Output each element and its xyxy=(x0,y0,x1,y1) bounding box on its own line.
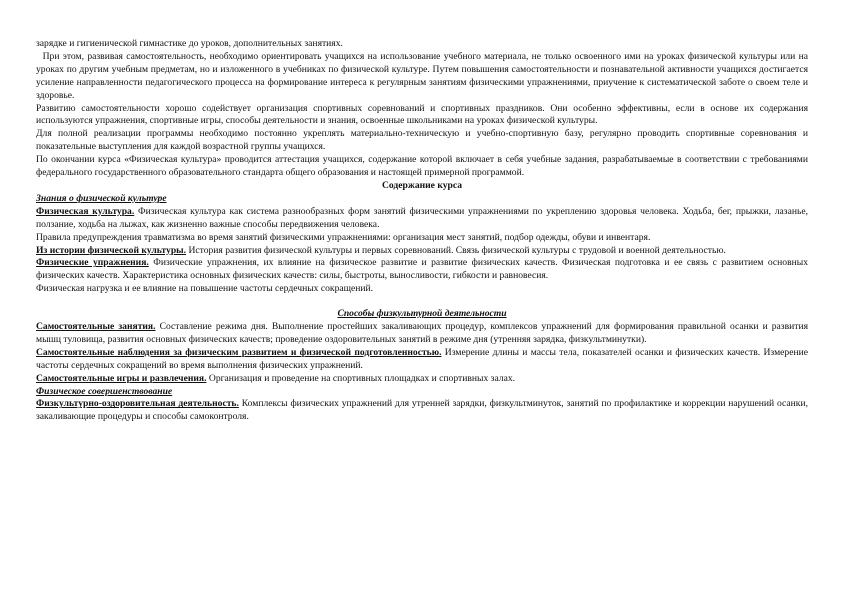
intro-paragraph-4: Для полной реализации программы необходимо постоянно укреплять материально-техническую и учебно-спортивную базу, регулярно проводить спортивные соревнования и показательные выступления для каждой возрастной группы учащихся. xyxy=(36,128,808,153)
observation-term: Самостоятельные наблюдения за физическим развитием и физической подготовленностью. xyxy=(36,346,442,358)
health-term: Физкультурно-оздоровительная деятельность. xyxy=(36,398,239,410)
health-paragraph xyxy=(36,398,808,424)
history-paragraph xyxy=(36,245,808,258)
independent-term: Самостоятельные занятия. xyxy=(36,321,156,333)
intro-paragraph-3: Развитию самостоятельности хорошо содействует организация спортивных соревнований и спортивных праздников. Они особенно эффективны, если в основе их содержания используются упражнения, спортивные игры, способы деятельности и знания, освоенные школьниками на уроках физической культуры. xyxy=(36,102,808,127)
history-text: История развития физической культуры и первых соревнований. Связь физической культуры с трудовой и военной деятельностью. xyxy=(188,244,726,256)
health-text: Комплексы физических упражнений для утренней зарядки, физкультминуток, занятий по профилактике и коррекции нарушений осанки, закаливающие процедуры и способы самоконтроля. xyxy=(36,398,808,423)
games-term: Самостоятельные игры и развлечения. xyxy=(36,372,207,384)
history-term: Из истории физической культуры. xyxy=(36,244,187,256)
phys-culture-term: Физическая культура. xyxy=(36,205,135,217)
games-paragraph xyxy=(36,373,808,386)
course-content-heading: Содержание курса xyxy=(381,179,463,191)
independent-text: Составление режима дня. Выполнение простейших закаливающих процедур, комплексов упражнений для формирования правильной осанки и развития мышц туловища, развития основных физических качеств; проведение оздоровительных занятий в режиме дня (утренняя зарядка, физкультминутки). xyxy=(36,321,808,345)
intro-paragraph-5: По окончании курса «Физическая культура» проводится аттестация учащихся, содержание которой включает в себя учебные задания, разрабатываемые в соответствии с требованиями федерального государственного образовательного стандарта общего образования и настоящей примерной программой. xyxy=(36,154,808,179)
independent-paragraph xyxy=(36,321,808,347)
exercises-text: Физические упражнения, их влияние на физическое развитие и развитие физических качеств. Физическая подготовка и ее связь с развитием основных физических качеств. Характеристика основных физических качеств: силы, быстроты, выносливости, гибкости и равновесия. xyxy=(36,257,809,282)
safety-paragraph: Правила предупреждения травматизма во время занятий физическими упражнениями: организация мест занятий, подбор одежды, обуви и инвентаря. xyxy=(36,231,651,243)
intro-paragraph-2-text: При этом, развивая самостоятельность, необходимо ориентировать учащихся на использование учебного материала, не только освоенного ими на уроках физической культуры или на уроках по другим учебным предметам, но и изложенного в учебниках по физической культуре. Путем повышения самостоятельности и познавательной активности учащихся достигается усиление направленности педагогического процесса на формирование интереса к регулярным занятиям физическими упражнениями, приучение к систематической заботе о своем теле и здоровье. xyxy=(36,50,808,101)
exercises-term: Физические упражнения. xyxy=(36,257,149,269)
improvement-subtitle: Физическое совершенствование xyxy=(36,385,173,397)
games-text: Организация и проведение на спортивных площадках и спортивных залах. xyxy=(208,372,516,384)
section-gap xyxy=(36,296,808,308)
phys-culture-text: Физическая культура как система разнообразных форм занятий физическими упражнениями по укреплению здоровья человека. Ходьба, бег, прыжки, лазанье, ползание, ходьба на лыжах, как жизненно важные способы передвижения человека. xyxy=(36,205,809,230)
intro-paragraph-1: зарядке и гигиенической гимнастике до уроков, дополнительных занятиях. xyxy=(36,38,343,49)
intro-paragraph-2 xyxy=(36,51,808,103)
knowledge-subtitle: Знания о физической культуре xyxy=(36,192,167,204)
document-page xyxy=(36,38,808,424)
load-paragraph: Физическая нагрузка и ее влияние на повышение частоты сердечных сокращений. xyxy=(36,283,374,295)
exercises-paragraph xyxy=(36,257,808,283)
observation-text: Измерение длины и массы тела, показателей осанки и физических качеств. Измерение частоты сердечных сокращений во время выполнения физических упражнений. xyxy=(36,346,808,371)
phys-culture-paragraph xyxy=(36,206,808,232)
observation-paragraph xyxy=(36,347,808,373)
methods-section-title: Способы физкультурной деятельности xyxy=(337,308,507,320)
